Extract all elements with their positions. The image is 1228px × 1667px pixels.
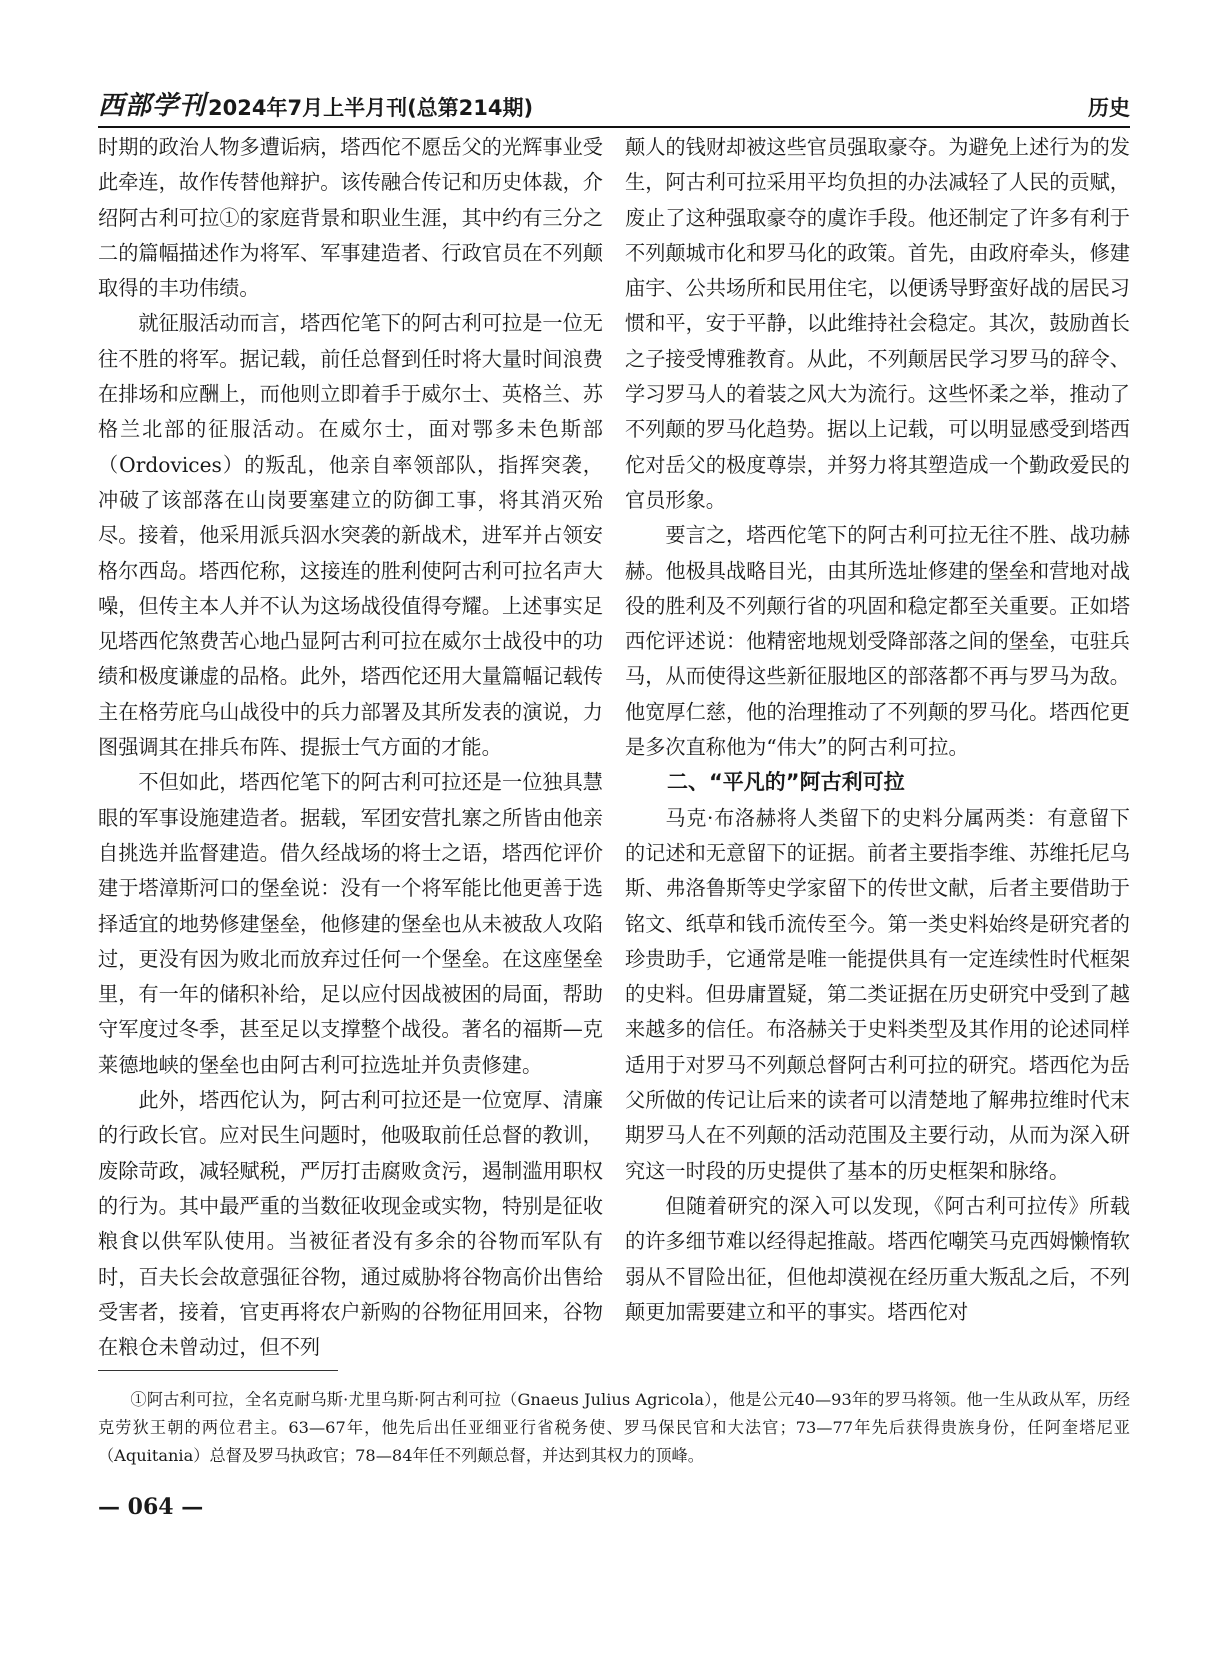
issue-info: 2024年7月上半月刊(总第214期)	[208, 96, 534, 120]
paragraph: 但随着研究的深入可以发现，《阿古利可拉传》所载的许多细节难以经得起推敲。塔西佗嘲笑马克西姆懒惰软弱从不冒险出征，但他却漠视在经历重大叛乱之后，不列颠更加需要建立和平的事实。塔西佗对	[625, 1193, 1130, 1324]
paragraph: 就征服活动而言，塔西佗笔下的阿古利可拉是一位无往不胜的将军。据记载，前任总督到任时将大量时间浪费在排场和应酬上，而他则立即着手于威尔士、英格兰、苏格兰北部的征服活动。在威尔士，面对鄂多未色斯部（Ordovices）的叛乱，他亲自率领部队，指挥突袭，冲破了该部落在山岗要塞建立的防御工事，将其消灭殆尽。接着，他采用派兵泅水突袭的新战术，进军并占领安格尔西岛。塔西佗称，这接连的胜利使阿古利可拉名声大噪，但传主本人并不认为这场战役值得夸耀。上述事实足见塔西佗煞费苦心地凸显阿古利可拉在威尔士战役中的功绩和极度谦虚的品格。此外，塔西佗还用大量篇幅记载传主在格劳庇乌山战役中的兵力部署及其所发表的演说，力图强调其在排兵布阵、提振士气方面的才能。	[98, 311, 603, 760]
paragraph: 此外，塔西佗认为，阿古利可拉还是一位宽厚、清廉的行政长官。应对民生问题时，他吸取前任总督的教训，废除苛政，减轻赋税，严厉打击腐败贪污，遏制滥用职权的行为。其中最严重的当数征收现金或实物，特别是征收粮食以供军队使用。当被征者没有多余的谷物而军队有时，百夫长会故意强征谷物，通过威胁将谷物高价出售给受害者，接着，官吏再将农户新购的谷物征用回来，谷物在粮仓未曾动过，但不列	[98, 1088, 603, 1360]
footnote-divider	[98, 1370, 338, 1371]
footnote	[98, 1386, 1130, 1470]
left-column	[98, 130, 603, 1365]
journal-logo: 西部学刊	[98, 91, 207, 121]
section-heading: 二、“平凡的”阿古利可拉	[667, 770, 905, 795]
header-left	[98, 85, 533, 122]
paragraph: 颠人的钱财却被这些官员强取豪夺。为避免上述行为的发生，阿古利可拉采用平均负担的办法减轻了人民的贡赋，废止了这种强取豪夺的虞诈手段。他还制定了许多有利于不列颠城市化和罗马化的政策。首先，由政府牵头，修建庙宇、公共场所和民用住宅，以便诱导野蛮好战的居民习惯和平，安于平静，以此维持社会稳定。其次，鼓励酋长之子接受博雅教育。从此，不列颠居民学习罗马的辞令、学习罗马人的着装之风大为流行。这些怀柔之举，推动了不列颠的罗马化趋势。据以上记载，可以明显感受到塔西佗对岳父的极度尊崇，并努力将其塑造成一个勤政爱民的官员形象。	[625, 135, 1130, 512]
section-label: 历史	[1088, 96, 1130, 120]
paragraph: 时期的政治人物多遭诟病，塔西佗不愿岳父的光辉事业受此牵连，故作传替他辩护。该传融合传记和历史体裁，介绍阿古利可拉①的家庭背景和职业生涯，其中约有三分之二的篇幅描述作为将军、军事建造者、行政官员在不列颠取得的丰功伟绩。	[98, 135, 603, 301]
paragraph: 要言之，塔西佗笔下的阿古利可拉无往不胜、战功赫赫。他极具战略目光，由其所选址修建的堡垒和营地对战役的胜利及不列颠行省的巩固和稳定都至关重要。正如塔西佗评述说：他精密地规划受降部落之间的堡垒，屯驻兵马，从而使得这些新征服地区的部落都不再与罗马为敌。他宽厚仁慈，他的治理推动了不列颠的罗马化。塔西佗更是多次直称他为“伟大”的阿古利可拉。	[625, 523, 1130, 760]
paragraph: 不但如此，塔西佗笔下的阿古利可拉还是一位独具慧眼的军事设施建造者。据载，军团安营扎寨之所皆由他亲自挑选并监督建造。借久经战场的将士之语，塔西佗评价建于塔漳斯河口的堡垒说：没有一个将军能比他更善于选择适宜的地势修建堡垒，他修建的堡垒也从未被敌人攻陷过，更没有因为败北而放弃过任何一个堡垒。在这座堡垒里，有一年的储积补给，足以应付因战被困的局面，帮助守军度过冬季，甚至足以支撑整个战役。著名的福斯—克莱德地峡的堡垒也由阿古利可拉选址并负责修建。	[98, 770, 603, 1077]
running-header	[98, 80, 1130, 128]
paragraph: 马克·布洛赫将人类留下的史料分属两类：有意留下的记述和无意留下的证据。前者主要指李维、苏维托尼乌斯、弗洛鲁斯等史学家留下的传世文献，后者主要借助于铭文、纸草和钱币流传至今。第一类史料始终是研究者的珍贵助手，它通常是唯一能提供具有一定连续性时代框架的史料。但毋庸置疑，第二类证据在历史研究中受到了越来越多的信任。布洛赫关于史料类型及其作用的论述同样适用于对罗马不列颠总督阿古利可拉的研究。塔西佗为岳父所做的传记让后来的读者可以清楚地了解弗拉维时代末期罗马人在不列颠的活动范围及主要行动，从而为深入研究这一时段的历史提供了基本的历史框架和脉络。	[625, 805, 1130, 1183]
right-column	[625, 130, 1130, 1330]
page-number: — 064 —	[98, 1494, 204, 1520]
footnote-text: ①阿古利可拉，全名克耐乌斯·尤里乌斯·阿古利可拉（Gnaeus Julius Agricola），他是公元40—93年的罗马将领。他一生从政从军，历经克劳狄王朝的两位君主。63—67年，他先后出任亚细亚行省税务使、罗马保民官和大法官；73—77年先后获得贵族身份，任阿奎塔尼亚（Aquitania）总督及罗马执政官；78—84年任不列颠总督，并达到其权力的顶峰。	[98, 1390, 1130, 1465]
